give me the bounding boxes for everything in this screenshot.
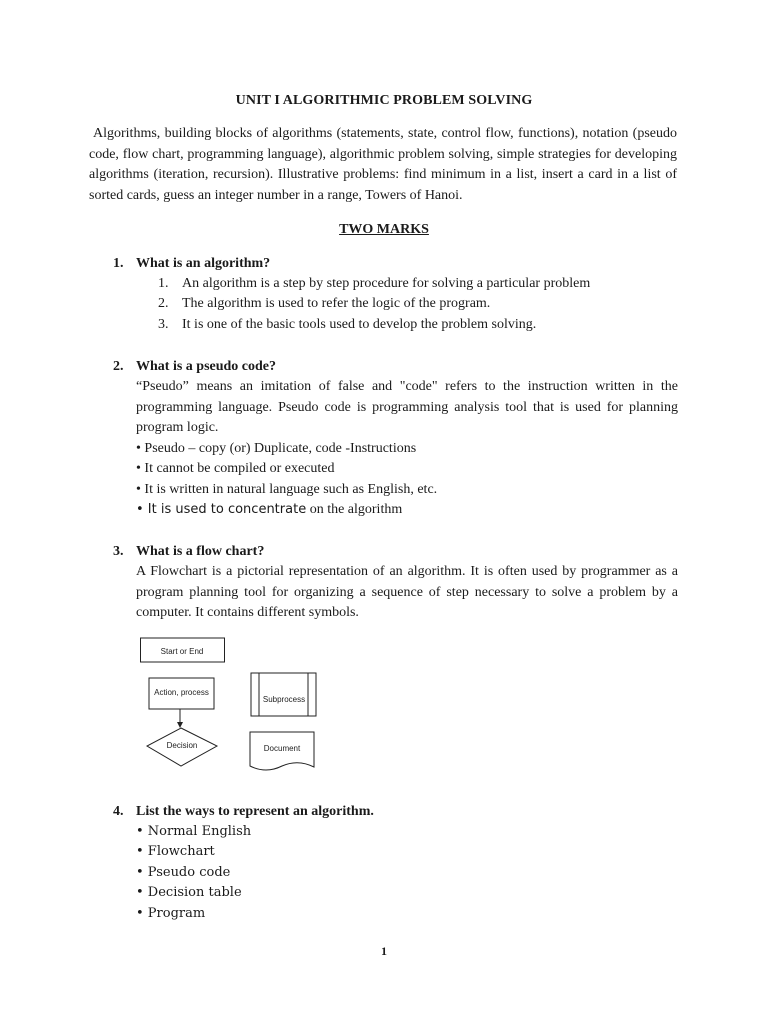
list-item: 1. An algorithm is a step by step procedure for solving a particular problem <box>158 276 591 291</box>
list-item: • It is written in natural language such as English, etc. <box>136 481 438 497</box>
answer-paragraph: A Flowchart is a pictorial representation of an algorithm. It is often used by programmer as a program planning tool for organizing a sequence of step necessary to solve a problem by a computer. It contains different symbols. <box>136 564 678 620</box>
question-number: 2. <box>113 359 124 374</box>
flowchart-symbols-diagram <box>140 632 330 780</box>
list-item: • Pseudo – copy (or) Duplicate, code -Instructions <box>136 440 417 456</box>
document-label: Document <box>263 744 301 753</box>
subprocess-label: Subprocess <box>262 695 306 704</box>
intro-paragraph: Algorithms, building blocks of algorithms (statements, state, control flow, functions), notation (pseudo code, flow chart, programming language), algorithmic problem solving, simple strategies for developing algorithms (iteration, recursion). Illustrative problems: find minimum in a list, insert a card in a list of sorted cards, guess an integer number in a range, Towers of Hanoi. <box>89 126 677 204</box>
question-4 <box>113 802 678 924</box>
question-4-heading <box>113 802 678 822</box>
bullet-list <box>136 439 678 521</box>
list-item: • Pseudo code <box>136 864 231 880</box>
action-process-label: Action, process <box>154 688 209 697</box>
question-3 <box>113 542 678 624</box>
decision-label: Decision <box>166 741 198 750</box>
section-title: TWO MARKS <box>339 222 429 237</box>
answer-paragraph: “Pseudo” means an imitation of false and "code" refers to the instruction written in the programming language. Pseudo code is programming analysis tool that is used for planning program logic. <box>136 379 678 435</box>
list-item: 2. The algorithm is used to refer the logic of the program. <box>158 296 491 312</box>
question-3-heading <box>113 542 678 562</box>
question-text: What is a pseudo code? <box>136 359 277 374</box>
list-item: • It cannot be compiled or executed <box>136 461 335 476</box>
list-item: • Decision table <box>136 885 242 901</box>
question-number: 4. <box>113 804 124 819</box>
question-text: What is an algorithm? <box>136 256 271 271</box>
list-item: • It is used to concentrate on the algorithm <box>136 502 403 517</box>
question-1 <box>113 254 678 335</box>
question-text: List the ways to represent an algorithm. <box>136 804 374 819</box>
list-item: • Normal English <box>136 824 252 839</box>
page-title: UNIT I ALGORITHMIC PROBLEM SOLVING <box>235 93 533 108</box>
question-1-heading <box>113 254 678 274</box>
bullet-list <box>136 822 678 924</box>
page-number: 1 <box>381 944 387 958</box>
list-item: 3. It is one of the basic tools used to develop the problem solving. <box>158 316 537 332</box>
question-2 <box>113 357 678 521</box>
question-number: 1. <box>113 256 124 271</box>
question-number: 3. <box>113 544 124 559</box>
list-item: • Flowchart <box>136 844 215 860</box>
start-end-label: Start or End <box>160 647 204 656</box>
question-2-heading <box>113 357 678 377</box>
question-text: What is a flow chart? <box>136 544 265 559</box>
list-item: • Program <box>136 905 206 921</box>
numbered-list <box>158 274 678 335</box>
